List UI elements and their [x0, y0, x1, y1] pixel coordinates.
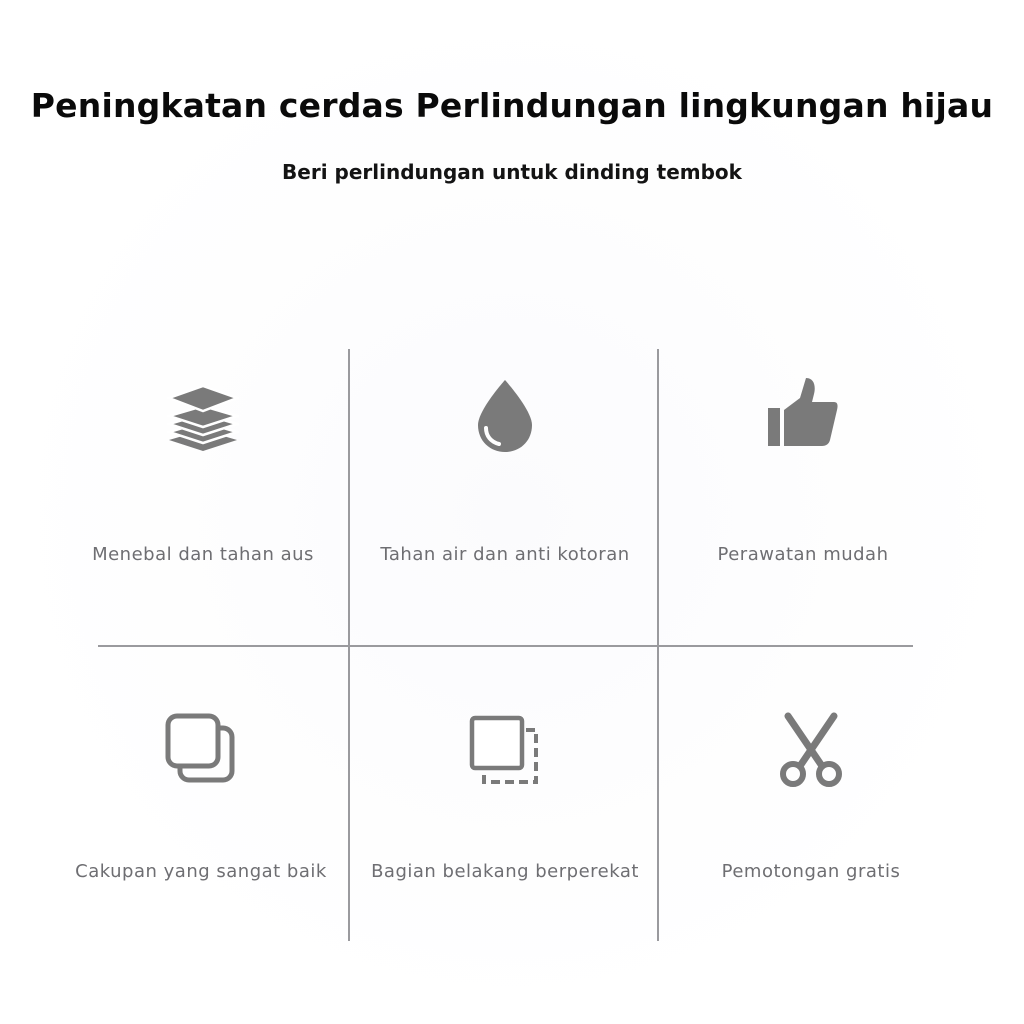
adhesive-backing-icon	[468, 714, 542, 792]
feature-item-easy-maintenance	[648, 370, 958, 640]
feature-label: Pemotongan gratis	[721, 861, 901, 882]
feature-item-waterproof	[350, 370, 660, 640]
stacked-squares-icon	[164, 712, 238, 790]
water-drop-icon	[474, 378, 536, 458]
feature-label: Menebal dan tahan aus	[92, 544, 314, 565]
scissors-icon	[776, 712, 846, 792]
feature-item-excellent-coverage	[46, 690, 356, 940]
feature-item-adhesive-back	[350, 690, 660, 940]
grid-divider-horizontal	[98, 645, 913, 647]
feature-label: Cakupan yang sangat baik	[75, 861, 327, 882]
page-subtitle: Beri perlindungan untuk dinding tembok	[282, 160, 742, 184]
feature-item-free-cutting	[656, 690, 966, 940]
feature-label: Tahan air dan anti kotoran	[380, 544, 630, 565]
feature-label: Perawatan mudah	[717, 544, 889, 565]
feature-item-thick-wear-resistant	[48, 370, 358, 640]
page-title: Peningkatan cerdas Perlindungan lingkungan hijau	[30, 86, 994, 125]
thumbs-up-icon	[766, 376, 840, 452]
layers-icon	[167, 384, 239, 456]
feature-label: Bagian belakang berperekat	[371, 861, 639, 882]
